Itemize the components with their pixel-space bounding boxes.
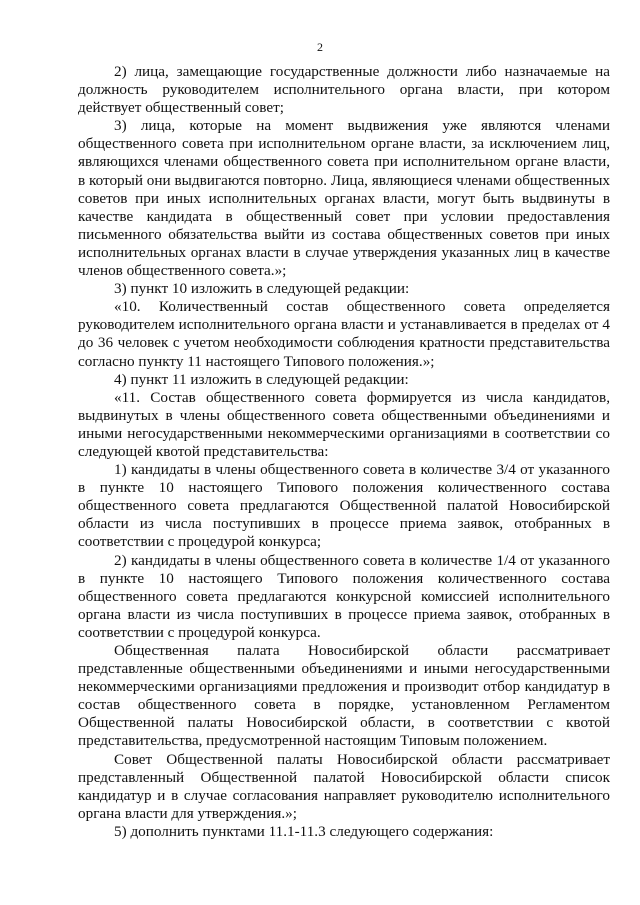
paragraph: «10. Количественный состав общественного совета определяется руководителем исполнительного органа власти и устанавливается в пределах от 4 до 36 человек с учетом необходимости соблюдения кратности представительства согласно пункту 11 настоящего Типового положения.»; bbox=[78, 298, 610, 370]
paragraph: 4) пункт 11 изложить в следующей редакции: bbox=[114, 370, 409, 388]
paragraph: 2) кандидаты в члены общественного совета в количестве 1/4 от указанного в пункте 10 настоящего Типового положения количественного состава общественного совета предлагаются конкурсной комиссией исполнительного органа власти из числа поступивших в процессе приема заявок, отобранных в соответствии с процедурой конкурса. bbox=[78, 551, 610, 641]
page-number: 2 bbox=[317, 40, 323, 54]
document-body bbox=[78, 63, 610, 841]
paragraph: 3) лица, которые на момент выдвижения уже являются членами общественного совета при исполнительном органе власти, за исключением лиц, являющихся членами общественного совета при исполнительном органе власти, в который они выдвигаются повторно. Лица, являющиеся членами общественных советов при иных исполнительных органах власти, могут быть выдвинуты в качестве кандидата в общественный совет при условии предоставления письменного обязательства выйти из состава общественных советов при иных исполнительных органах власти в случае утверждения указанных лиц в качестве членов общественного совета.»; bbox=[78, 117, 610, 280]
paragraph: Общественная палата Новосибирской области рассматривает представленные общественными объединениями и иными негосударственными некоммерческими организациями предложения и производит отбор кандидатур в состав общественного совета в порядке, установленном Регламентом Общественной палаты Новосибирской области, в соответствии с квотой представительства, предусмотренной настоящим Типовым положением. bbox=[78, 642, 610, 750]
paragraph: «11. Состав общественного совета формируется из числа кандидатов, выдвинутых в члены общественного совета общественными объединениями и иными негосударственными некоммерческими организациями в соответствии со следующей квотой представительства: bbox=[78, 388, 610, 460]
paragraph: 3) пункт 10 изложить в следующей редакции: bbox=[114, 280, 410, 298]
paragraph: 5) дополнить пунктами 11.1-11.3 следующего содержания: bbox=[114, 822, 494, 840]
paragraph: Совет Общественной палаты Новосибирской области рассматривает представленный Общественной палатой Новосибирской области список кандидатур и в случае согласования направляет руководителю исполнительного органа власти для утверждения.»; bbox=[78, 750, 610, 822]
paragraph: 2) лица, замещающие государственные должности либо назначаемые на должность руководителем исполнительного органа власти, при котором действует общественный совет; bbox=[78, 63, 610, 117]
paragraph: 1) кандидаты в члены общественного совета в количестве 3/4 от указанного в пункте 10 настоящего Типового положения количественного состава общественного совета предлагаются Общественной палатой Новосибирской области из числа поступивших в процессе приема заявок, отобранных в соответствии с процедурой конкурса; bbox=[78, 461, 610, 551]
